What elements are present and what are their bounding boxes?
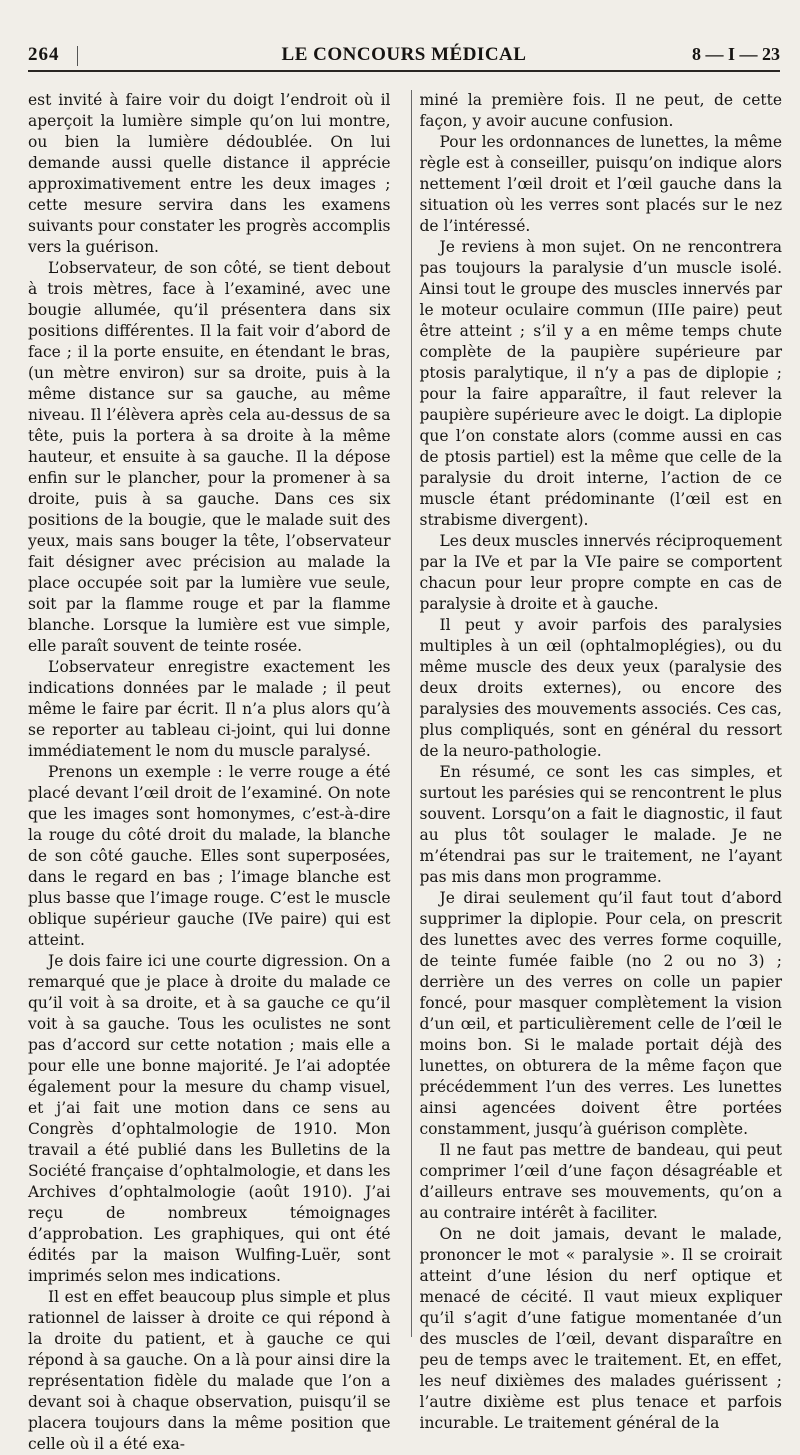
right-column [411, 90, 783, 1432]
paragraph: Je dirai seulement qu’il faut tout d’abord supprimer la diplopie. Pour cela, on prescrit des lunettes avec des verres forme coquille, de teinte fumée faible (no 2 ou no 3) ; derrière un des verres on colle un papier foncé, pour masquer complètement la vision d’un œil, et particulièrement celle de l’œil le moins bon. Si le malade portait déjà des lunettes, on obturera de la même façon que précédemment l’un des verres. Les lunettes ainsi agencées doivent être portées constamment, jusqu’à guérison complète. [419, 889, 782, 1138]
paragraph: En résumé, ce sont les cas simples, et surtout les parésies qui se rencontrent le plus souvent. Lorsqu’on a fait le diagnostic, il faut au plus tôt soulager le malade. Je ne m’étendrai pas sur le traitement, ne l’ayant pas mis dans mon programme. [419, 763, 782, 886]
paragraph: miné la première fois. Il ne peut, de cette façon, y avoir aucune confusion. [419, 91, 782, 130]
paragraph: Je dois faire ici une courte digression. On a remarqué que je place à droite du malade ce qu’il voit à sa droite, et à sa gauche ce qu’il voit à sa gauche. Tous les oculistes ne sont pas d’accord sur cette notation ; mais elle a pour elle une bonne majorité. Je l’ai adoptée également pour la mesure du champ visuel, et j’ai fait une motion dans ce sens au Congrès d’ophtalmologie de 1910. Mon travail a été publié dans les Bulletins de la Société française d’ophtalmologie, et dans les Archives d’ophtalmologie (août 1910). J’ai reçu de nombreux témoignages d’approbation. Les graphiques, qui ont été édités par la maison Wulfing-Luër, sont imprimés selon mes indications. [28, 952, 391, 1285]
left-column [28, 90, 391, 1453]
paragraph: Il ne faut pas mettre de bandeau, qui peut comprimer l’œil d’une façon désagréable et d’ailleurs entrave ses mouvements, qu’on a au contraire intérêt à faciliter. [419, 1141, 782, 1222]
page-number: 264 [28, 44, 60, 65]
paragraph: Il est en effet beaucoup plus simple et plus rationnel de laisser à droite ce qui répond à la droite du patient, et à gauche ce qui répond à sa gauche. On a là pour ainsi dire la représentation fidèle du malade que l’on a devant soi à chaque observation, puisqu’il se placera toujours dans la même position que celle où il a été exa- [28, 1288, 391, 1453]
issue-date: 8 — I — 23 [691, 44, 780, 64]
paragraph: L’observateur enregistre exactement les indications données par le malade ; il peut même le faire par écrit. Il n’a plus alors qu’à se reporter au tableau ci-joint, qui lui donne immédiatement le nom du muscle paralysé. [28, 658, 391, 760]
running-header [28, 40, 780, 72]
paragraph: Prenons un exemple : le verre rouge a été placé devant l’œil droit de l’examiné. On note que les images sont homonymes, c’est-à-dire la rouge du côté droit du malade, la blanche de son côté gauche. Elles sont superposées, dans le regard en bas ; l’image blanche est plus basse que l’image rouge. C’est le muscle oblique supérieur gauche (IVe paire) qui est atteint. [28, 763, 391, 949]
paragraph: est invité à faire voir du doigt l’endroit où il aperçoit la lumière simple qu’on lui montre, ou bien la lumière dédoublée. On lui demande aussi quelle distance il apprécie approximativement entre les deux images ; cette mesure servira dans les examens suivants pour constater les progrès accomplis vers la guérison. [28, 91, 391, 256]
paragraph: Il peut y avoir parfois des paralysies multiples à un œil (ophtalmoplégies), ou du même muscle des deux yeux (paralysie des deux droits externes), ou encore des paralysies des mouvements associés. Ces cas, plus compliqués, sont en général du ressort de la neuro-pathologie. [419, 616, 782, 760]
paragraph: On ne doit jamais, devant le malade, prononcer le mot « paralysie ». Il se croirait atteint d’une lésion du nerf optique et menacé de cécité. Il vaut mieux expliquer qu’il s’agit d’une fatigue momentanée d’un des muscles de l’œil, devant disparaître en peu de temps avec le traitement. Et, en effet, les neuf dixièmes des malades guérissent ; l’autre dixième est plus tenace et parfois incurable. Le traitement général de la [419, 1225, 782, 1432]
journal-title: LE CONCOURS MÉDICAL [281, 44, 527, 65]
paragraph: Les deux muscles innervés réciproquement par la IVe et par la VIe paire se comportent chacun pour leur propre compte en cas de paralysie à droite et à gauche. [419, 532, 782, 613]
paragraph: Pour les ordonnances de lunettes, la même règle est à conseiller, puisqu’on indique alors nettement l’œil droit et l’œil gauche dans la situation où les verres sont placés sur le nez de l’intéressé. [419, 133, 782, 235]
article-body [28, 90, 782, 1453]
paragraph: L’observateur, de son côté, se tient debout à trois mètres, face à l’examiné, avec une bougie allumée, qu’il présentera dans six positions différentes. Il la fait voir d’abord de face ; il la porte ensuite, en étendant le bras, (un mètre environ) sur sa droite, puis à la même distance sur sa gauche, au même niveau. Il l’élèvera après cela au-dessus de sa tête, puis la portera à sa droite à la même hauteur, et ensuite à sa gauche. Il la dépose enfin sur le plancher, pour la promener à sa droite, puis à sa gauche. Dans ces six positions de la bougie, que le malade suit des yeux, mais sans bouger la tête, l’observateur fait désigner avec précision au malade la place occupée soit par la lumière vue seule, soit par la flamme rouge et par la flamme blanche. Lorsque la lumière est vue simple, elle paraît souvent de teinte rosée. [28, 259, 391, 655]
paragraph: Je reviens à mon sujet. On ne rencontrera pas toujours la paralysie d’un muscle isolé. Ainsi tout le groupe des muscles innervés par le moteur oculaire commun (IIIe paire) peut être atteint ; s’il y a en même temps chute complète de la paupière supérieure par ptosis paralytique, il n’y a pas de diplopie ; pour la faire apparaître, il faut relever la paupière supérieure avec le doigt. La diplopie que l’on constate alors (comme aussi en cas de ptosis partiel) est la même que celle de la paralysie du droit interne, l’action de ce muscle étant prédominante (l’œil est en strabisme divergent). [419, 238, 782, 529]
